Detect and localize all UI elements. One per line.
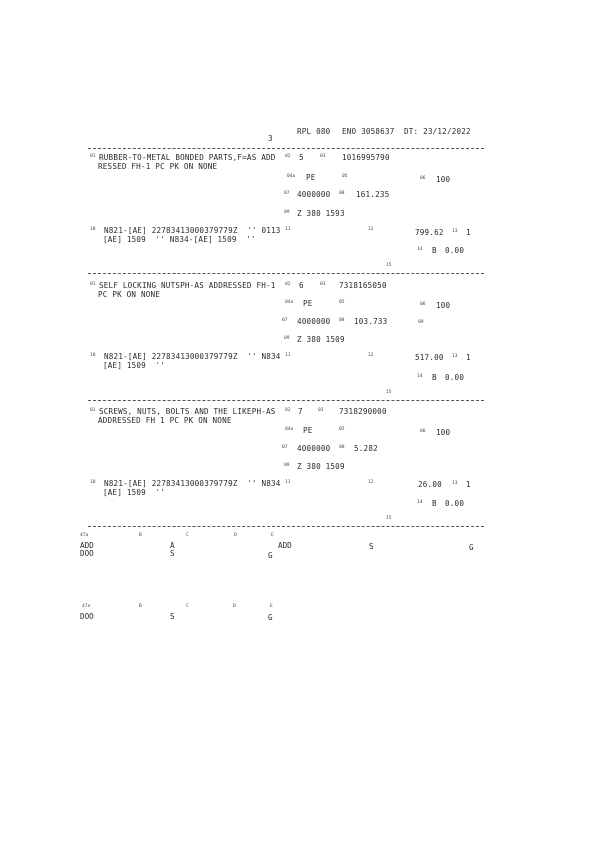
item-amount: 799.62	[415, 228, 444, 237]
field-num: 09	[284, 463, 290, 468]
field-num: 12	[368, 480, 374, 485]
field-num: 14	[417, 374, 423, 379]
item-nsn: 1016995790	[342, 153, 390, 162]
footer-num: B	[139, 604, 142, 609]
item-ref: Z 380 1509	[297, 335, 345, 344]
item-zero: 0.00	[445, 373, 465, 382]
footer-cell: G	[268, 613, 273, 622]
footer-num: C	[186, 533, 189, 538]
item-code: 4000000	[297, 317, 331, 326]
field-num: 04a	[285, 300, 294, 305]
item-divider	[88, 526, 484, 527]
item-b: B	[432, 246, 437, 255]
field-num: 01	[90, 154, 96, 159]
footer-num: E	[270, 604, 273, 609]
item-divider	[88, 273, 484, 274]
field-num: 05	[339, 427, 345, 432]
footer-num: E	[271, 533, 274, 538]
field-num: 11	[285, 227, 291, 232]
field-num: 01	[90, 282, 96, 287]
item-ref: Z 380 1509	[297, 462, 345, 471]
item-description-cont: RESSED FH-1 PC PK ON NONE	[98, 162, 218, 171]
footer-num: D	[234, 533, 237, 538]
item-line1: N821-[AE] 22783413000379779Z '' N834	[104, 352, 281, 361]
footer-cell: S	[369, 542, 374, 551]
field-num: 11	[285, 353, 291, 358]
item-qty2: 100	[436, 175, 451, 184]
field-num: 02	[285, 282, 291, 287]
item-qty: 6	[299, 281, 304, 290]
field-num-blank: 09	[418, 320, 424, 325]
field-num: 01	[90, 408, 96, 413]
field-num: 05	[342, 174, 348, 179]
field-num: 03	[320, 154, 326, 159]
field-num: 13	[452, 229, 458, 234]
field-num: 14	[417, 500, 423, 505]
item-price: 161.235	[356, 190, 390, 199]
field-num: 13	[452, 354, 458, 359]
item-qty2: 100	[436, 428, 451, 437]
field-num: 15	[386, 516, 392, 521]
field-num: 11	[285, 480, 291, 485]
item-description: RUBBER-TO-METAL BONDED PARTS,F=AS ADD	[99, 153, 276, 162]
field-num: 06	[420, 176, 426, 181]
footer-num: D	[233, 604, 236, 609]
footer-cell: S	[170, 612, 175, 621]
field-num: 08	[339, 445, 345, 450]
item-description-cont: ADDRESSED FH 1 PC PK ON NONE	[98, 416, 232, 425]
item-qty: 5	[299, 153, 304, 162]
item-zero: 0.00	[445, 499, 465, 508]
header-divider	[88, 148, 484, 149]
item-b: B	[432, 499, 437, 508]
footer-num: 47a	[80, 533, 89, 538]
item-description: SCREWS, NUTS, BOLTS AND THE LIKEPH-AS	[99, 407, 276, 416]
field-num: 08	[339, 318, 345, 323]
footer-cell: ADD	[80, 541, 94, 550]
field-num: 02	[285, 154, 291, 159]
item-flag: 1	[466, 228, 471, 237]
field-num: 07	[284, 191, 290, 196]
item-line1: N821-[AE] 22783413000379779Z '' 0113	[104, 226, 281, 235]
item-b: B	[432, 373, 437, 382]
field-num: 07	[282, 318, 288, 323]
header-mark: 3	[268, 134, 273, 143]
footer-cell: DOO	[80, 612, 94, 621]
field-num: 05	[339, 300, 345, 305]
field-num: 02	[285, 408, 291, 413]
item-description-cont: PC PK ON NONE	[98, 290, 161, 299]
field-num: 15	[386, 263, 392, 268]
item-line1: N821-[AE] 22783413000379779Z '' N834	[104, 479, 281, 488]
footer-cell: A	[170, 541, 175, 550]
field-num: 10	[90, 353, 96, 358]
item-flag: 1	[466, 480, 471, 489]
item-price: 103.733	[354, 317, 388, 326]
header-ref: RPL 080	[297, 127, 331, 136]
item-line2: [AE] 1509 '' N834-[AE] 1509 ''	[103, 235, 256, 244]
field-num: 09	[284, 336, 290, 341]
field-num: 06	[420, 302, 426, 307]
field-num: 09	[284, 210, 290, 215]
field-num: 10	[90, 227, 96, 232]
footer-cell: G	[268, 551, 273, 560]
item-amount: 517.00	[415, 353, 444, 362]
field-num: 04a	[287, 174, 296, 179]
field-num: 03	[318, 408, 324, 413]
item-ref: Z 380 1593	[297, 209, 345, 218]
footer-cell: ADD	[278, 541, 292, 550]
field-num: 03	[320, 282, 326, 287]
item-description: SELF LOCKING NUTSPH-AS ADDRESSED FH-1	[99, 281, 276, 290]
field-num: 04a	[285, 427, 294, 432]
item-nsn: 7318290000	[339, 407, 387, 416]
header-eno: ENO 3058637	[342, 127, 395, 136]
field-num: 10	[90, 480, 96, 485]
footer-cell: G	[469, 543, 474, 552]
item-code: 4000000	[297, 190, 331, 199]
item-zero: 0.00	[445, 246, 465, 255]
field-num: 15	[386, 390, 392, 395]
item-code: 4000000	[297, 444, 331, 453]
item-nsn: 7318165050	[339, 281, 387, 290]
item-price: 5.282	[354, 444, 378, 453]
footer-num: 47a	[82, 604, 91, 609]
field-num: 06	[420, 429, 426, 434]
footer-num: B	[139, 533, 142, 538]
item-divider	[88, 400, 484, 401]
field-num: 13	[452, 481, 458, 486]
item-flag: 1	[466, 353, 471, 362]
field-num: 12	[368, 353, 374, 358]
header-date: DT: 23/12/2022	[404, 127, 471, 136]
item-qty: 7	[298, 407, 303, 416]
footer-num: C	[186, 604, 189, 609]
footer-cell: DOO	[80, 549, 94, 558]
item-unit: PE	[303, 299, 313, 308]
item-unit: PE	[306, 173, 316, 182]
field-num: 14	[417, 247, 423, 252]
field-num: 12	[368, 227, 374, 232]
item-unit: PE	[303, 426, 313, 435]
field-num: 08	[339, 191, 345, 196]
item-line2: [AE] 1509 ''	[103, 488, 166, 497]
item-qty2: 100	[436, 301, 451, 310]
item-line2: [AE] 1509 ''	[103, 361, 166, 370]
field-num: 07	[282, 445, 288, 450]
item-amount: 26.00	[418, 480, 442, 489]
footer-cell: S	[170, 549, 175, 558]
